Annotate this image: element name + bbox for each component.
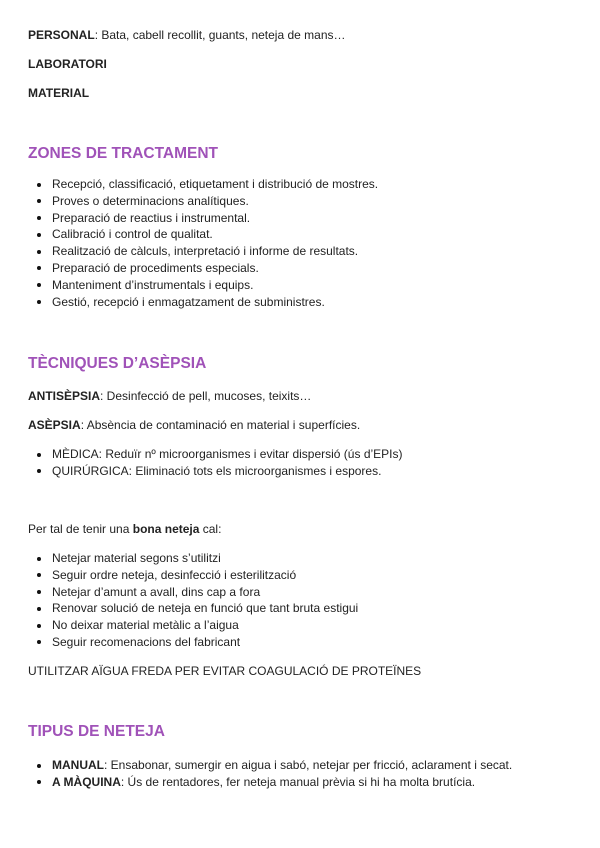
bullet-icon	[37, 453, 41, 457]
antisepsia-label: ANTISÈPSIA	[28, 389, 101, 403]
tipus-heading: TIPUS DE NETEJA	[28, 723, 165, 740]
list-item: Netejar d’amunt a avall, dins cap a fora	[28, 584, 358, 601]
asepsia-label: ASÈPSIA	[28, 418, 81, 432]
bullet-icon	[37, 624, 41, 628]
zones-heading: ZONES DE TRACTAMENT	[28, 145, 219, 162]
bullet-icon	[37, 590, 41, 594]
antisepsia-text: : Desinfecció de pell, mucoses, teixits…	[100, 389, 312, 403]
neteja-list	[28, 550, 358, 651]
personal-line	[28, 28, 346, 43]
laboratori-label: LABORATORI	[28, 57, 107, 71]
bullet-icon	[37, 573, 41, 577]
list-item: Recepció, classificació, etiquetament i distribució de mostres.	[28, 176, 378, 193]
bullet-icon	[37, 283, 41, 287]
list-item: Realització de càlculs, interpretació i informe de resultats.	[28, 243, 378, 260]
personal-text: : Bata, cabell recollit, guants, neteja de mans…	[94, 28, 346, 42]
material-label: MATERIAL	[28, 86, 90, 100]
list-item: Preparació de procediments especials.	[28, 260, 378, 277]
tipus-list	[28, 757, 512, 791]
manual-text: : Ensabonar, sumergir en aigua i sabó, netejar per fricció, aclarament i secat.	[104, 758, 513, 772]
zones-list	[28, 176, 378, 310]
list-item	[28, 774, 512, 791]
bullet-icon	[37, 233, 41, 237]
list-item: Calibració i control de qualitat.	[28, 226, 378, 243]
list-item: Seguir ordre neteja, desinfecció i esterilització	[28, 567, 358, 584]
bullet-icon	[37, 199, 41, 203]
bullet-icon	[37, 764, 41, 768]
list-item: Netejar material segons s’utilitzi	[28, 550, 358, 567]
bullet-icon	[37, 780, 41, 784]
bullet-icon	[37, 557, 41, 561]
neteja-intro-bold: bona neteja	[132, 522, 200, 536]
bullet-icon	[37, 640, 41, 644]
maquina-text: : Ús de rentadores, fer neteja manual prèvia si hi ha molta brutícia.	[120, 774, 476, 789]
bullet-icon	[37, 216, 41, 220]
antisepsia-line	[28, 389, 311, 404]
asepsia-heading: TÈCNIQUES D’ASÈPSIA	[28, 355, 207, 372]
bullet-icon	[37, 250, 41, 254]
list-item: Proves o determinacions analítiques.	[28, 193, 378, 210]
asepsia-text: : Absència de contaminació en material i superfícies.	[80, 418, 361, 432]
list-item: QUIRÚRGICA: Eliminació tots els microorganismes i espores.	[28, 463, 403, 480]
list-item: Preparació de reactius i instrumental.	[28, 210, 378, 227]
personal-label: PERSONAL	[28, 28, 95, 42]
maquina-label: A MÀQUINA	[52, 774, 121, 789]
asepsia-list	[28, 446, 403, 480]
list-item: Seguir recomenacions del fabricant	[28, 634, 358, 651]
neteja-intro: Per tal de tenir una bona neteja cal:	[28, 522, 222, 536]
manual-label: MANUAL	[52, 758, 104, 772]
asepsia-line	[28, 418, 360, 433]
bullet-icon	[37, 607, 41, 611]
list-item: Manteniment d’instrumentals i equips.	[28, 277, 378, 294]
list-item: Renovar solució de neteja en funció que tant bruta estigui	[28, 600, 358, 617]
neteja-note: UTILITZAR AÏGUA FREDA PER EVITAR COAGULACIÓ DE PROTEÏNES	[28, 664, 422, 678]
bullet-icon	[37, 300, 41, 304]
list-item	[28, 757, 512, 774]
list-item: No deixar material metàlic a l’aigua	[28, 617, 358, 634]
bullet-icon	[37, 469, 41, 473]
bullet-icon	[37, 266, 41, 270]
bullet-icon	[37, 183, 41, 187]
list-item: Gestió, recepció i enmagatzament de subministres.	[28, 294, 378, 311]
list-item: MÈDICA: Reduïr nº microorganismes i evitar dispersió (ús d’EPIs)	[28, 446, 403, 463]
